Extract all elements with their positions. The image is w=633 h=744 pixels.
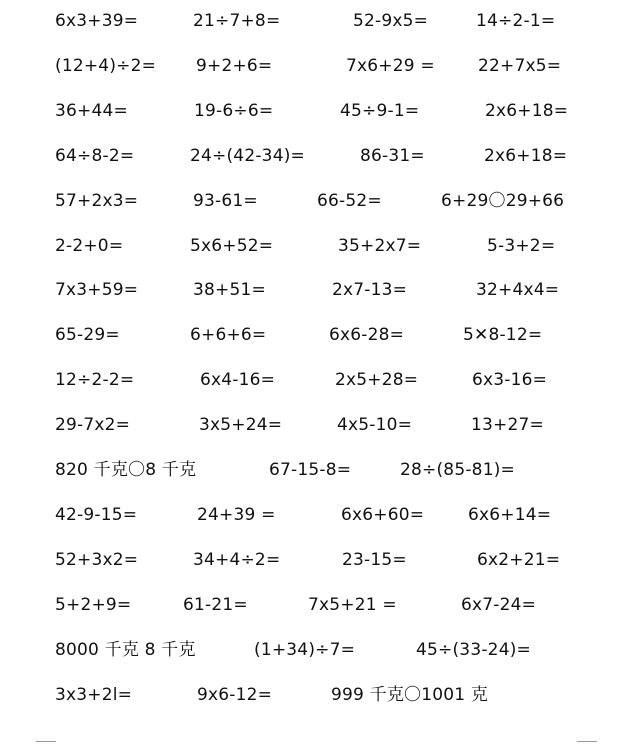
- problem-row: [0, 410, 633, 440]
- math-problem: 32+4x4=: [476, 280, 560, 301]
- problem-row: [0, 51, 633, 81]
- math-problem: 64÷8-2=: [55, 145, 135, 166]
- math-problem: 6x3-16=: [472, 370, 548, 391]
- math-problem: (12+4)÷2=: [55, 55, 157, 76]
- problem-row: [0, 275, 633, 305]
- math-problem: 2-2+0=: [55, 235, 124, 256]
- math-problem: 9x6-12=: [197, 684, 273, 705]
- math-problem: 8000 千克 8 千克: [55, 639, 196, 660]
- math-problem: 86-31=: [360, 145, 425, 166]
- math-problem: 6x6+14=: [468, 504, 552, 525]
- math-problem: 42-9-15=: [55, 504, 138, 525]
- math-problem: 2x6+18=: [485, 100, 569, 121]
- math-problem: 2x5+28=: [335, 370, 419, 391]
- math-problem: 999 千克〇1001 克: [331, 684, 489, 705]
- problem-row: [0, 365, 633, 395]
- math-problem: 34+4÷2=: [193, 549, 281, 570]
- math-problem: 35+2x7=: [338, 235, 422, 256]
- math-problem: 820 千克〇8 千克: [55, 460, 197, 480]
- math-problem: 66-52=: [317, 190, 382, 211]
- problem-row: [0, 680, 633, 710]
- problem-row: [0, 141, 633, 171]
- math-problem: 6x6+60=: [341, 504, 425, 525]
- math-problem: 12÷2-2=: [55, 370, 135, 391]
- math-problem: 36+44=: [55, 100, 128, 121]
- math-problem: 7x3+59=: [55, 280, 139, 301]
- problem-row: [0, 590, 633, 620]
- math-problem: 6+6+6=: [190, 325, 267, 346]
- math-problem: 5✕8-12=: [463, 325, 543, 346]
- problem-row: [0, 231, 633, 261]
- math-problem: 65-29=: [55, 325, 120, 346]
- math-problem: 6x4-16=: [200, 370, 276, 391]
- problem-row: [0, 455, 633, 485]
- problem-row: [0, 320, 633, 350]
- math-problem: 6x2+21=: [477, 549, 561, 570]
- math-problem: 5x6+52=: [190, 235, 274, 256]
- math-problem: 6x3+39=: [55, 11, 139, 31]
- math-problem: 93-61=: [193, 190, 258, 211]
- math-problem: 38+51=: [193, 280, 266, 301]
- math-problem: 61-21=: [183, 594, 248, 615]
- math-problem: 4x5-10=: [337, 415, 413, 436]
- math-problem: 22+7x5=: [478, 55, 562, 76]
- math-problem: 52+3x2=: [55, 549, 139, 570]
- math-problem: 6x7-24=: [461, 594, 537, 615]
- math-problem: 6x6-28=: [329, 325, 405, 346]
- page-corner-mark-left: [36, 741, 56, 742]
- problem-row: [0, 186, 633, 216]
- math-problem: 24÷(42-34)=: [190, 145, 305, 166]
- math-problem: 7x5+21 =: [308, 594, 397, 615]
- math-problem: 2x6+18=: [484, 145, 568, 166]
- math-problem: 3x5+24=: [199, 415, 283, 436]
- math-problem: 9+2+6=: [196, 55, 273, 76]
- problem-row: [0, 6, 633, 36]
- math-problem: 57+2x3=: [55, 190, 139, 211]
- math-problem: 45÷(33-24)=: [416, 639, 531, 660]
- math-problem: 14÷2-1=: [476, 11, 556, 31]
- problem-row: [0, 500, 633, 530]
- math-problem: 6+29〇29+66: [441, 190, 565, 211]
- math-problem: 21÷7+8=: [193, 11, 281, 31]
- problem-row: [0, 635, 633, 665]
- math-problem: 13+27=: [471, 415, 544, 436]
- math-problem: 23-15=: [342, 549, 407, 570]
- page-corner-mark-right: [577, 741, 597, 742]
- math-problem: 28÷(85-81)=: [400, 460, 515, 480]
- problem-row: [0, 96, 633, 126]
- math-problem: 7x6+29 =: [346, 55, 435, 76]
- math-problem: 3x3+2l=: [55, 684, 133, 705]
- math-problem: 52-9x5=: [353, 11, 429, 31]
- math-problem: 2x7-13=: [332, 280, 408, 301]
- math-problem: 24+39 =: [197, 504, 276, 525]
- math-problem: (1+34)÷7=: [254, 639, 356, 660]
- problem-row: [0, 545, 633, 575]
- math-problem: 5+2+9=: [55, 594, 132, 615]
- math-problem: 19-6÷6=: [194, 100, 274, 121]
- math-problem: 29-7x2=: [55, 415, 131, 436]
- math-problem: 5-3+2=: [487, 235, 556, 256]
- math-problem: 45÷9-1=: [340, 100, 420, 121]
- math-problem: 67-15-8=: [269, 460, 352, 480]
